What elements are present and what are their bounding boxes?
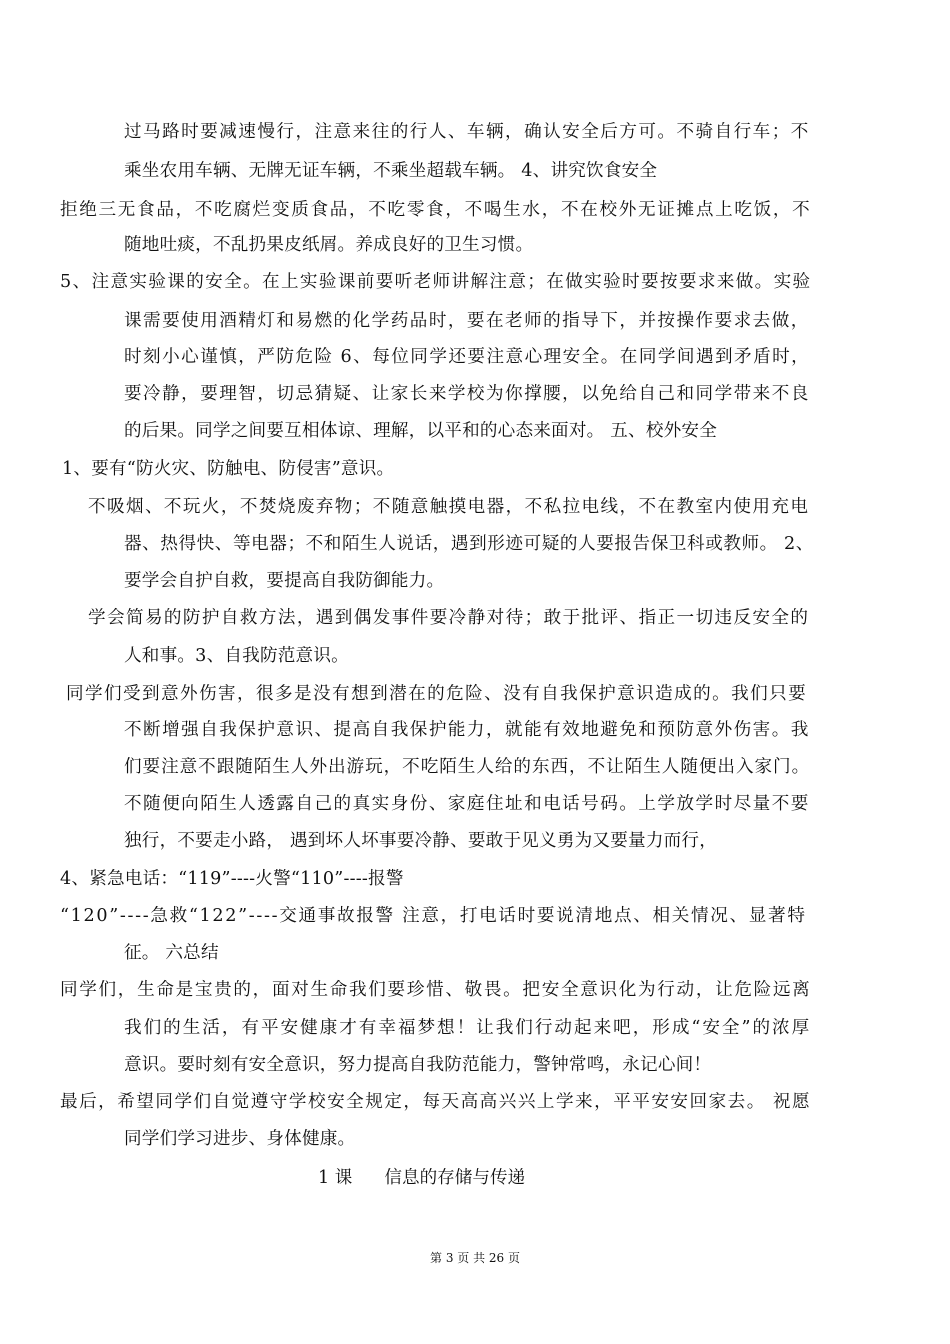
text-line: 过马路时要减速慢行，注意来往的行人、车辆，确认安全后方可。不骑自行车；不 <box>124 122 810 142</box>
text-line: 们要注意不跟随陌生人外出游玩，不吃陌生人给的东西，不让陌生人随便出入家门。 <box>124 757 811 777</box>
text-line: 人和事。3、自我防范意识。 <box>124 646 349 666</box>
text-line: 课需要使用酒精灯和易燃的化学药品时，要在老师的指导下，并按操作要求去做， <box>124 311 810 331</box>
text-line: 随地吐痰，不乱扔果皮纸屑。养成良好的卫生习惯。 <box>124 235 534 255</box>
lesson-number: 1 课 <box>318 1168 353 1188</box>
text-line: 独行，不要走小路， 遇到坏人坏事要冷静、要敢于见义勇为又要量力而行， <box>124 831 717 851</box>
text-line: 最后，希望同学们自觉遵守学校安全规定，每天高高兴兴上学来，平平安安回家去。 祝愿 <box>60 1092 812 1112</box>
lesson-title: 信息的存储与传递 <box>384 1168 526 1188</box>
text-line: 同学们学习进步、身体健康。 <box>124 1129 356 1149</box>
text-line: 5、注意实验课的安全。在上实验课前要听老师讲解注意；在做实验时要按要求来做。实验 <box>60 272 812 292</box>
text-line: 时刻小心谨慎，严防危险 6、每位同学还要注意心理安全。在同学间遇到矛盾时， <box>124 347 811 367</box>
page-footer: 第 3 页 共 26 页 <box>430 1251 520 1265</box>
text-line: 同学们受到意外伤害，很多是没有想到潜在的危险、没有自我保护意识造成的。我们只要 <box>66 684 808 704</box>
text-line: 1、要有“防火灾、防触电、防侵害”意识。 <box>62 459 395 479</box>
text-line: 同学们，生命是宝贵的，面对生命我们要珍惜、敬畏。把安全意识化为行动，让危险远离 <box>60 980 812 1000</box>
text-line: 的后果。同学之间要互相体谅、理解，以平和的心态来面对。 五、校外安全 <box>124 421 717 441</box>
text-line: 4、紧急电话：“119”----火警“110”----报警 <box>60 869 404 889</box>
text-line: 器、热得快、等电器；不和陌生人说话，遇到形迹可疑的人要报告保卫科或教师。 2、 <box>124 534 814 554</box>
text-line: 不吸烟、不玩火，不焚烧废弃物；不随意触摸电器，不私拉电线，不在教室内使用充电 <box>88 497 810 517</box>
lesson-heading <box>318 1166 525 1190</box>
text-line: 我们的生活，有平安健康才有幸福梦想！让我们行动起来吧，形成“安全”的浓厚 <box>124 1018 812 1038</box>
text-line: 意识。要时刻有安全意识，努力提高自我防范能力，警钟常鸣，永记心间！ <box>124 1055 712 1075</box>
text-line: 不随便向陌生人透露自己的真实身份、家庭住址和电话号码。上学放学时尽量不要 <box>124 794 810 814</box>
text-line: 不断增强自我保护意识、提高自我保护能力，就能有效地避免和预防意外伤害。我 <box>124 720 810 740</box>
text-line: 乘坐农用车辆、无牌无证车辆，不乘坐超载车辆。 4、讲究饮食安全 <box>124 161 658 181</box>
text-line: 要学会自护自救，要提高自我防御能力。 <box>124 571 445 591</box>
text-line: 要冷静，要理智，切忌猜疑、让家长来学校为你撑腰，以免给自己和同学带来不良 <box>124 384 810 404</box>
text-line: “120”----急救“122”----交通事故报警 注意，打电话时要说清地点、相关情况、显著特 <box>60 906 807 926</box>
text-line: 拒绝三无食品，不吃腐烂变质食品，不吃零食，不喝生水，不在校外无证摊点上吃饭，不 <box>60 200 812 220</box>
text-line: 学会简易的防护自救方法，遇到偶发事件要冷静对待；敢于批评、指正一切违反安全的 <box>88 608 810 628</box>
text-line: 征。 六总结 <box>124 943 219 963</box>
